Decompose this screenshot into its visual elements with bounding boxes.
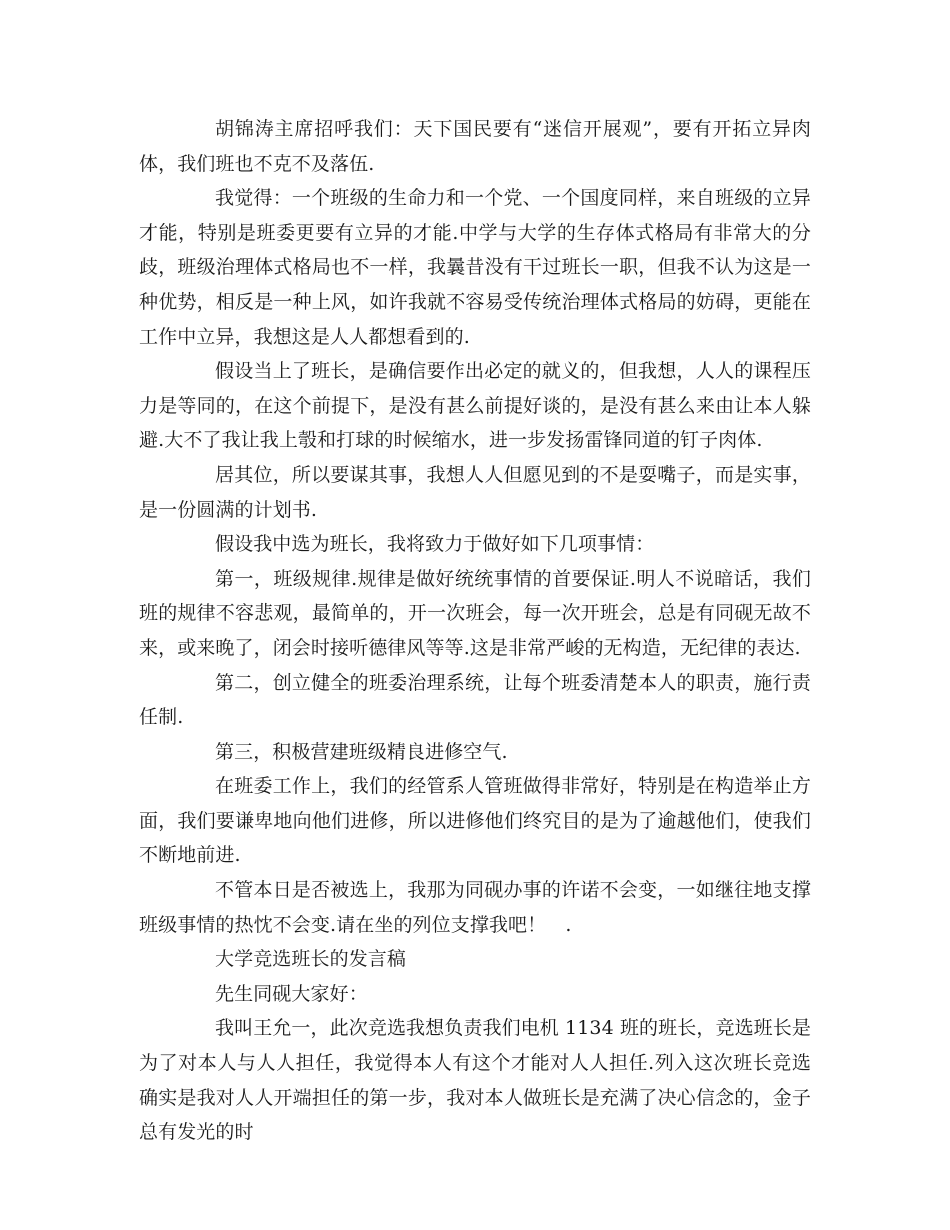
paragraph-self-introduction: 我叫王允一，此次竞选我想负责我们电机 1134 班的班长，竞选班长是为了对本人与人人担任，我觉得本人有这个才能对人人担任.列入这次班长竞选确实是我对人人开端担任的第一步，我对本人做班长是充满了决心信念的，金子总有发光的时 <box>139 1017 811 1144</box>
paragraph-class-committee: 在班委工作上，我们的经管系人管班做得非常好，特别是在构造举止方面，我们要谦卑地向他们进修，所以进修他们终究目的是为了逾越他们，使我们不断地前进. <box>139 775 811 867</box>
section-title: 大学竞选班长的发言稿 <box>215 948 407 971</box>
paragraph-greeting: 先生同砚大家好： <box>215 982 368 1005</box>
paragraph-item-discipline: 第一，班级规律.规律是做好统统事情的首要保证.明人不说暗话，我们班的规律不容悲观，最简单的，开一次班会，每一次开班会，总是有同砚无故不来，或来晚了，闭会时接听德律风等等.这是非常严峻的无构造，无纪律的表达. <box>139 567 811 659</box>
paragraph-plan: 居其位，所以要谋其事，我想人人但愿见到的不是耍嘴子，而是实事，是一份圆满的计划书. <box>139 463 811 521</box>
paragraph-item-study-atmosphere: 第三，积极营建班级精良进修空气. <box>215 740 508 763</box>
paragraph-closing: 不管本日是否被选上，我那为同砚办事的许诺不会变，一如继往地支撑班级事情的热忱不会变.请在坐的列位支撑我吧！ . <box>139 879 811 936</box>
paragraph-intro-items: 假设我中选为班长，我将致力于做好如下几项事情： <box>215 533 655 556</box>
paragraph-sacrifice: 假设当上了班长，是确信要作出必定的就义的，但我想，人人的课程压力是等同的，在这个前提下，是没有甚么前提好谈的，是没有甚么来由让本人躲避.大不了我让我上彀和打球的时候缩水，进一步发扬雷锋同道的钉子肉体. <box>139 360 811 452</box>
document-body <box>139 112 811 1150</box>
paragraph-item-management: 第二，创立健全的班委治理系统，让每个班委清楚本人的职责，施行责任制. <box>139 671 811 729</box>
paragraph-hu-jintao-call: 胡锦涛主席招呼我们：天下国民要有“迷信开展观”，要有开拓立异肉体，我们班也不克不及落伍. <box>139 118 811 175</box>
paragraph-innovation-ability: 我觉得：一个班级的生命力和一个党、一个国度同样，来自班级的立异才能，特别是班委更要有立异的才能.中学与大学的生存体式格局有非常大的分歧，班级治理体式格局也不一样，我曩昔没有干过班长一职，但我不认为这是一种优势，相反是一种上风，如许我就不容易受传统治理体式格局的妨碍，更能在工作中立异，我想这是人人都想看到的. <box>139 187 811 348</box>
